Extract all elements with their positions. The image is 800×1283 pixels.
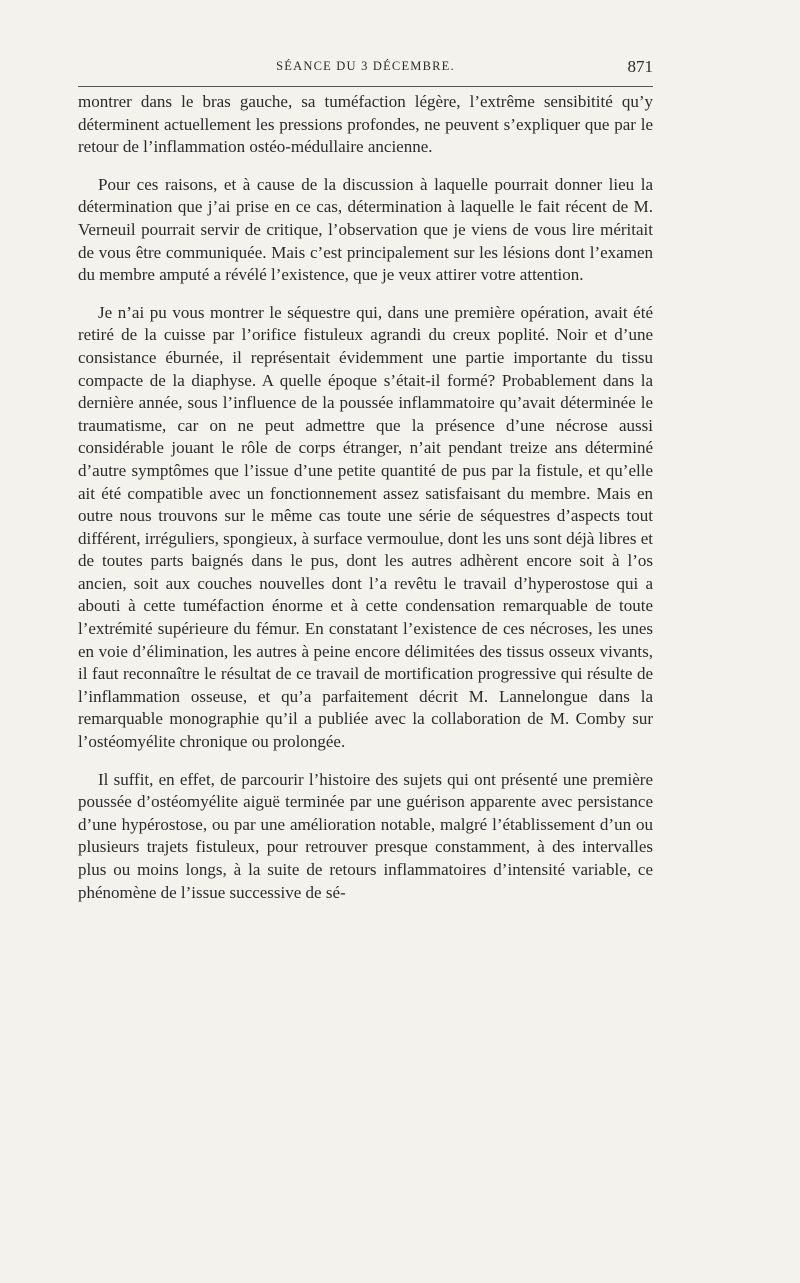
- paragraph-1: montrer dans le bras gauche, sa tuméfaction légère, l’extrême sensibitité qu’y déterminent actuellement les pressions profondes, ne peuvent s’expliquer que par le retour de l’inflammation ostéo-médullaire ancienne.: [78, 92, 653, 157]
- paragraph-3: Je n’ai pu vous montrer le séquestre qui, dans une première opération, avait été retiré de la cuisse par l’orifice fistuleux agrandi du creux poplité. Noir et d’une consistance éburnée, il représentait évidemment une partie importante du tissu compacte de la diaphyse. A quelle époque s’était-il formé? Probablement dans la dernière année, sous l’influence de la poussée inflammatoire qu’avait déterminée le traumatisme, car on ne peut admettre que la présence d’une nécrose aussi considérable jouant le rôle de corps étranger, n’ait pendant treize ans déterminé d’autre symptômes que l’issue d’une petite quantité de pus par la fistule, et qu’elle ait été compatible avec un fonctionnement assez satisfaisant du membre. Mais en outre nous trouvons sur le même cas toute une série de séquestres d’aspects tout différent, irréguliers, spongieux, à surface vermoulue, dont les uns sont déjà libres et de toutes parts baignés dans le pus, dont les autres adhèrent encore soit à l’os ancien, soit aux couches nouvelles dont l’a revêtu le travail d’hyperostose qui a abouti à cette tuméfaction énorme et à cette condensation remarquable de toute l’extrémité supérieure du fémur. En constatant l’existence de ces nécroses, les unes en voie d’élimination, les autres à peine encore délimitées des tissus osseux vivants, il faut reconnaître le résultat de ce travail de mortification progressive qui résulte de l’inflammation osseuse, et qu’a parfaitement décrit M. Lannelongue dans la remarquable monographie qu’il a publiée avec la collaboration de M. Comby sur l’ostéomyélite chronique ou prolongée.: [78, 302, 653, 752]
- paragraph-4: Il suffit, en effet, de parcourir l’histoire des sujets qui ont présenté une première poussée d’ostéomyélite aiguë terminée par une guérison apparente avec persistance d’une hypérostose, ou par une amélioration notable, malgré l’établissement d’un ou plusieurs trajets fistuleux, pour retrouver presque constamment, à des intervalles plus ou moins longs, à la suite de retours inflammatoires d’intensité variable, ce phénomène de l’issue successive de sé-: [78, 769, 653, 902]
- running-head: SÉANCE DU 3 DÉCEMBRE.: [276, 59, 455, 73]
- page-number: 871: [627, 57, 653, 76]
- page-header: [78, 57, 653, 79]
- header-rule: [78, 86, 653, 87]
- body-text: [78, 91, 653, 911]
- paragraph-2: Pour ces raisons, et à cause de la discussion à laquelle pourrait donner lieu la détermination que j’ai prise en ce cas, détermination à laquelle le fait récent de M. Verneuil pourrait servir de critique, l’observation que je viens de vous lire méritait de vous être communiquée. Mais c’est principalement sur les lésions dont l’examen du membre amputé a révélé l’existence, que je veux attirer votre attention.: [78, 174, 653, 285]
